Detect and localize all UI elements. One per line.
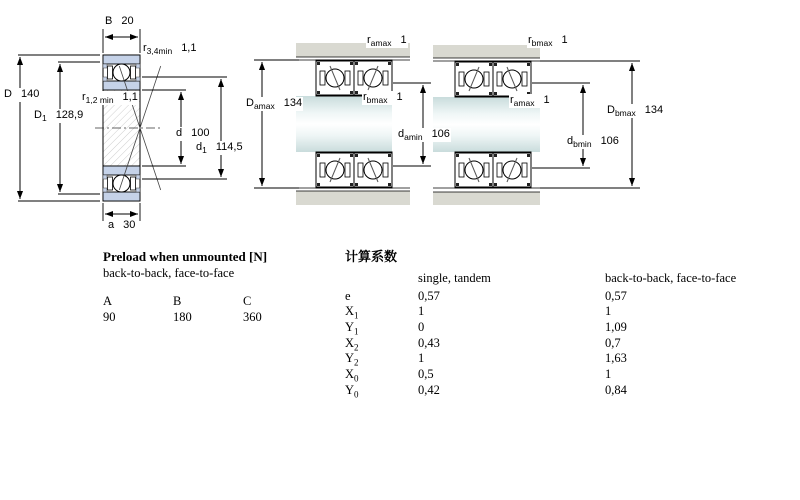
dim-label-D1: $D_1$ 128,9 xyxy=(34,109,84,124)
factors-table-title: 计算系数 xyxy=(345,249,398,264)
factors-row-x0: $X_0$ 0,5 1 xyxy=(345,367,612,384)
dim-label-r34: $r_{3,4min}$ 1,1 xyxy=(143,42,197,57)
factors-row-y2: $Y_2$ 1 1,63 xyxy=(345,351,627,368)
dim-label-a: a 30 xyxy=(108,219,136,231)
preload-col-a: A xyxy=(103,294,113,308)
preload-value-a: 90 xyxy=(103,310,116,324)
preload-table-subtitle: back-to-back, face-to-face xyxy=(103,266,235,280)
face-to-face-arrangement-figure xyxy=(433,45,640,205)
dim-label-rbmax-ftf: $r_{bmax}$ 1 xyxy=(528,34,568,49)
dim-label-damin: $d_{amin}$ 106 xyxy=(398,128,450,143)
dim-label-d: d 100 xyxy=(176,127,210,139)
bearing-cross-section-figure xyxy=(18,29,227,221)
factors-row-y1: $Y_1$ 0 1,09 xyxy=(345,320,627,337)
dim-label-ramax-btb: $r_{amax}$ 1 xyxy=(367,34,407,49)
preload-value-c: 360 xyxy=(243,310,262,324)
factors-table-header-row xyxy=(345,271,795,287)
dim-label-ramax-ftf: $r_{amax}$ 1 xyxy=(510,94,550,109)
factors-row-x1: $X_1$ 1 1 xyxy=(345,304,612,321)
factors-table xyxy=(345,249,795,399)
back-to-back-arrangement-figure xyxy=(254,43,431,205)
dim-label-Damax: $D_{amax}$ 134 xyxy=(246,97,303,112)
factors-row-x2: $X_2$ 0,43 0,7 xyxy=(345,335,621,353)
factors-row-e: e 0,57 0,57 xyxy=(345,288,627,303)
factors-row-y0: $Y_0$ 0,42 0,84 xyxy=(345,382,627,400)
dim-label-Dbmax: $D_{bmax}$ 134 xyxy=(607,104,664,119)
factors-col2-header: back-to-back, face-to-face xyxy=(605,271,737,285)
preload-col-b: B xyxy=(173,294,182,308)
dim-label-d1: $d_1$ 114,5 xyxy=(196,141,243,156)
dim-label-rbmax-btb: $r_{bmax}$ 1 xyxy=(363,91,403,106)
dim-label-B: B 20 xyxy=(105,15,134,27)
dim-label-D: D 140 xyxy=(4,88,40,100)
factors-col1-header: single, tandem xyxy=(418,271,491,285)
dim-label-r12: $r_{1,2 min}$ 1,1 xyxy=(82,91,138,106)
preload-value-b: 180 xyxy=(173,310,192,324)
dim-label-dbmin: $d_{bmin}$ 106 xyxy=(567,135,619,150)
preload-col-c: C xyxy=(243,294,252,308)
preload-table-title: Preload when unmounted [N] xyxy=(103,249,268,264)
